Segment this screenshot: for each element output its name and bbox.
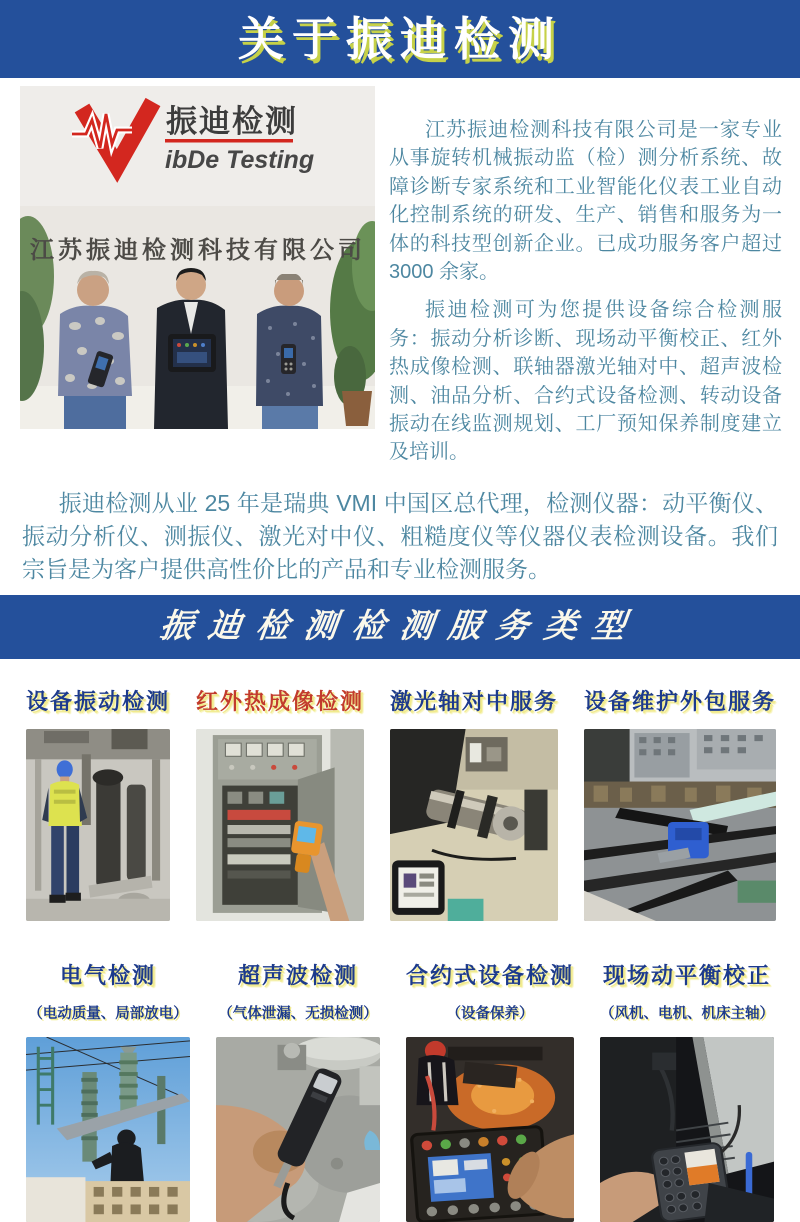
service-card-laser-alignment	[390, 685, 558, 921]
page-title-banner	[0, 0, 800, 78]
service-card-balancing	[600, 959, 774, 1222]
service-card-contract	[406, 959, 574, 1222]
service-title: 红外热成像检测	[196, 688, 365, 714]
page-title: 关于振迪检测	[238, 13, 562, 65]
intro-paragraph: 振迪检测从业 25 年是瑞典 VMI 中国区总代理，检测仪器：动平衡仪、振动分析仪、测振仪、激光对中仪、粗糙度仪等仪器仪表检测设备。我们宗旨是为客户提供高性价比的产品和专业检测服务。	[22, 489, 778, 583]
logo-en-text: ibDe Testing	[165, 146, 315, 174]
service-title: 超声波检测	[237, 962, 358, 988]
service-card-electrical	[26, 959, 190, 1222]
service-title: 电气检测	[59, 962, 156, 988]
service-title: 设备振动检测	[26, 688, 171, 714]
about-section	[0, 78, 800, 467]
alignment-tablet	[392, 860, 445, 915]
company-photo-illustration	[20, 86, 375, 429]
service-title: 现场动平衡校正	[602, 962, 771, 988]
service-card-thermal	[196, 685, 364, 921]
laser-alignment-photo	[390, 729, 558, 921]
service-subtitle: （电动质量、局部放电）	[28, 1005, 188, 1022]
service-card-maintenance	[584, 685, 776, 921]
ultrasonic-testing-photo	[216, 1037, 380, 1222]
vibration-inspection-photo	[26, 729, 170, 921]
company-group-photo	[20, 86, 375, 429]
maintenance-outsourcing-photo	[584, 729, 776, 921]
service-card-vibration	[26, 685, 170, 921]
about-paragraph-2: 振迪检测可为您提供设备综合检测服务：振动分析诊断、现场动平衡校正、红外热成像检测、联轴器激光轴对中、超声波检测、油品分析、合约式设备检测、转动设备振动在线监测规划、工厂预知保养制度建立及培训。	[389, 299, 782, 464]
services-row-1	[0, 685, 800, 921]
contract-inspection-photo	[406, 1037, 574, 1222]
logo-cn-text: 振迪检测	[166, 104, 298, 139]
about-paragraph-1: 江苏振迪检测科技有限公司是一家专业从事旋转机械振动监（检）测分析系统、故障诊断专家系统和工业智能化仪表工业自动化控制系统的研发、生产、销售和服务为一体的科技型创新企业。已成功服务客户超过 3000 余家。	[389, 119, 782, 283]
service-title: 激光轴对中服务	[390, 688, 559, 714]
service-card-ultrasonic	[216, 959, 380, 1222]
service-title: 合约式设备检测	[405, 962, 574, 988]
service-subtitle: （设备保养）	[446, 1005, 534, 1022]
services-banner-title: 振迪检测检测服务类型	[157, 608, 643, 645]
electrical-testing-photo	[26, 1037, 190, 1222]
thermal-imaging-photo	[196, 729, 364, 921]
field-balancing-photo	[600, 1037, 774, 1222]
about-text-column	[375, 86, 782, 467]
wall-company-name: 江苏振迪检测科技有限公司	[30, 237, 366, 264]
services-banner	[0, 595, 800, 659]
services-row-2	[0, 959, 800, 1222]
service-title: 设备维护外包服务	[584, 688, 777, 714]
service-subtitle: （气体泄漏、无损检测）	[218, 1005, 378, 1022]
service-subtitle: （风机、电机、机床主轴）	[600, 1005, 774, 1022]
